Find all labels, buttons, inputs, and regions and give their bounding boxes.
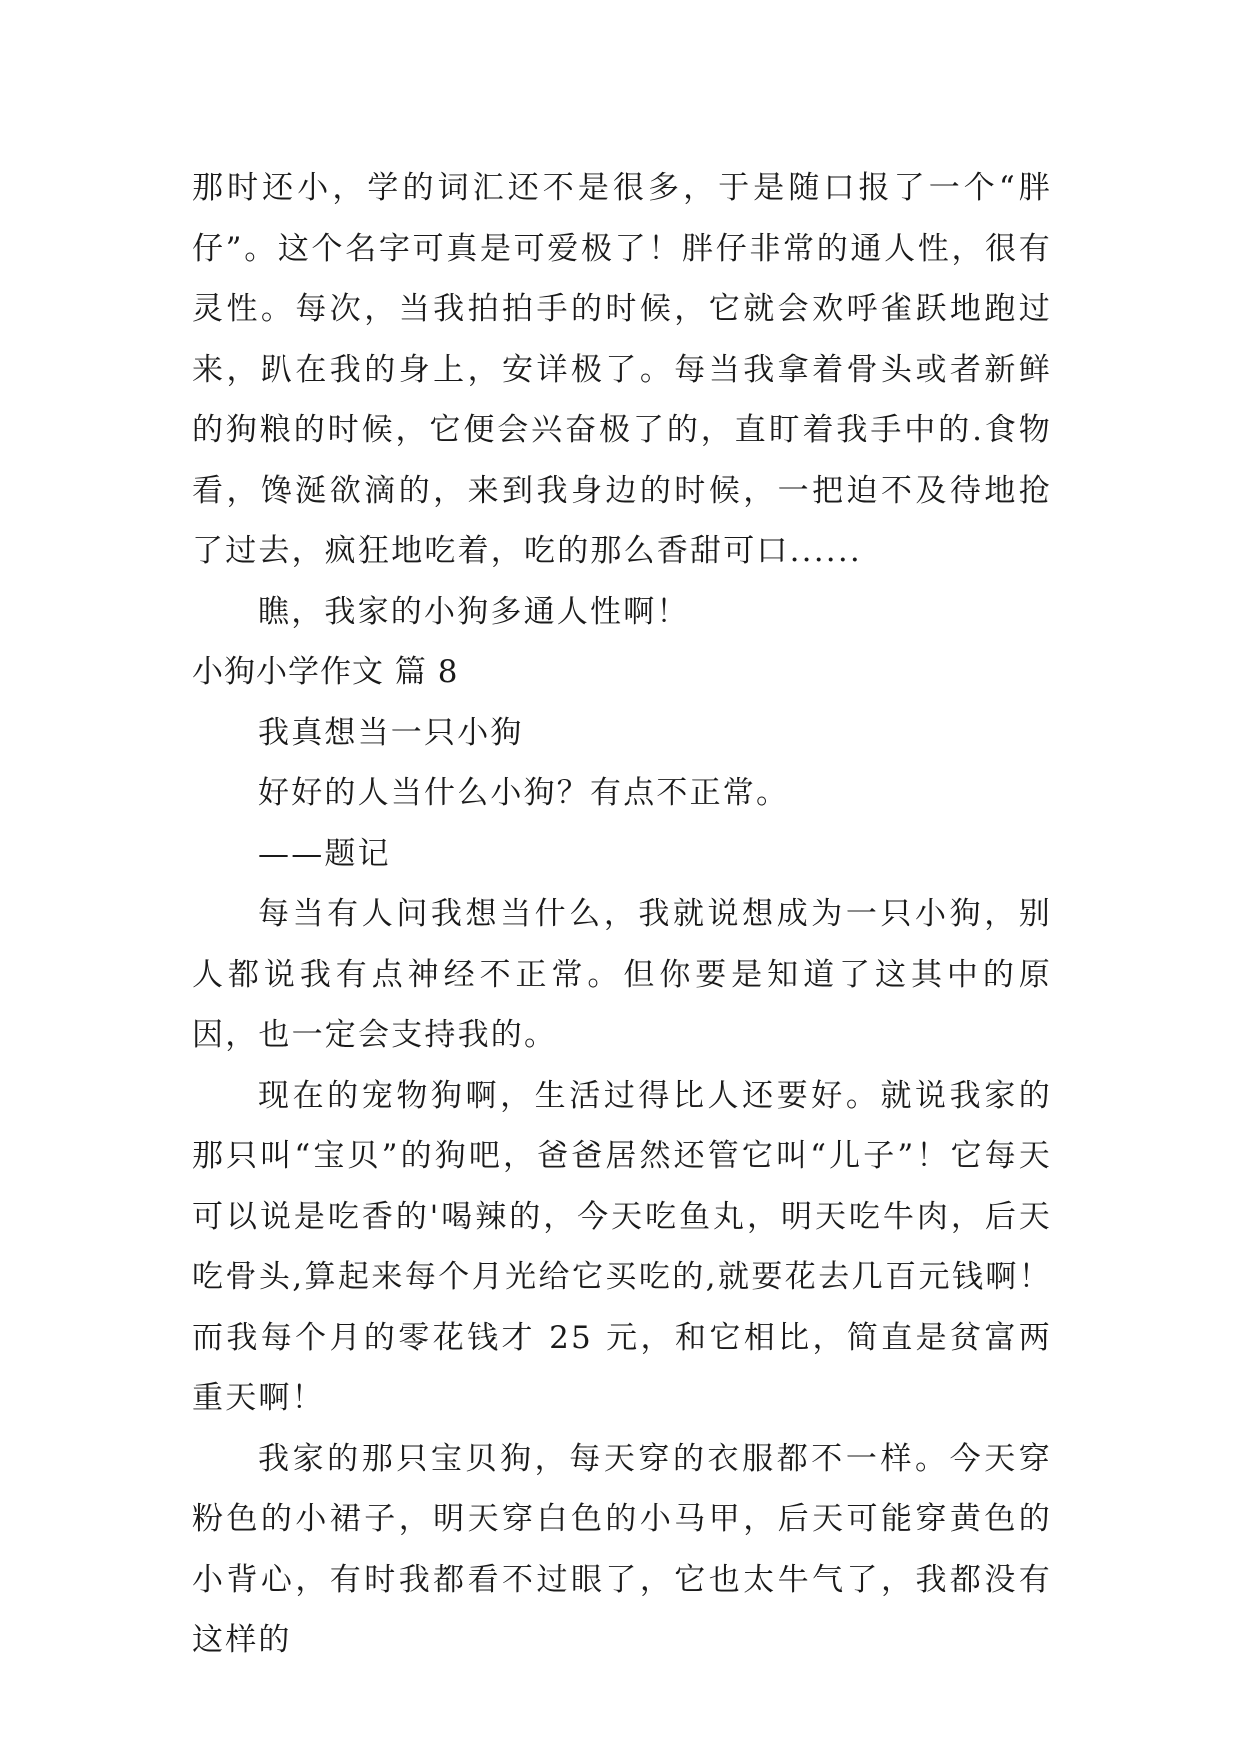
article-body bbox=[192, 158, 1052, 1671]
section-heading: 小狗小学作文 篇 8 bbox=[192, 654, 459, 690]
paragraph-body-1: 每当有人问我想当什么，我就说想成为一只小狗，别人都说我有点神经不正常。但你要是知道了这其中的原因，也一定会支持我的。 bbox=[192, 896, 1052, 1053]
epigraph-line: 好好的人当什么小狗？有点不正常。 bbox=[258, 775, 790, 811]
paragraph-body-3: 我家的那只宝贝狗，每天穿的衣服都不一样。今天穿粉色的小裙子，明天穿白色的小马甲，后天可能穿黄色的小背心，有时我都看不过眼了，它也太牛气了，我都没有这样的 bbox=[192, 1440, 1052, 1658]
epigraph-attribution: ——题记 bbox=[258, 835, 391, 872]
paragraph-body-2: 现在的宠物狗啊，生活过得比人还要好。就说我家的那只叫“宝贝”的狗吧，爸爸居然还管它叫“儿子”！它每天可以说是吃香的'喝辣的，今天吃鱼丸，明天吃牛肉，后天吃骨头,算起来每个月光给它买吃的,就要花去几百元钱啊！而我每个月的零花钱才 25 元，和它相比，简直是贫富两重天啊！ bbox=[192, 1077, 1052, 1416]
essay-title: 我真想当一只小狗 bbox=[258, 714, 524, 751]
paragraph-conclusion: 瞧，我家的小狗多通人性啊！ bbox=[258, 593, 690, 630]
paragraph-intro: 那时还小，学的词汇还不是很多，于是随口报了一个“胖仔”。这个名字可真是可爱极了！胖仔非常的通人性，很有灵性。每次，当我拍拍手的时候，它就会欢呼雀跃地跑过来，趴在我的身上，安详极了。每当我拿着骨头或者新鲜的狗粮的时候，它便会兴奋极了的，直盯着我手中的.食物看，馋涎欲滴的，来到我身边的时候，一把迫不及待地抢了过去，疯狂地吃着，吃的那么香甜可口...... bbox=[192, 170, 1052, 569]
